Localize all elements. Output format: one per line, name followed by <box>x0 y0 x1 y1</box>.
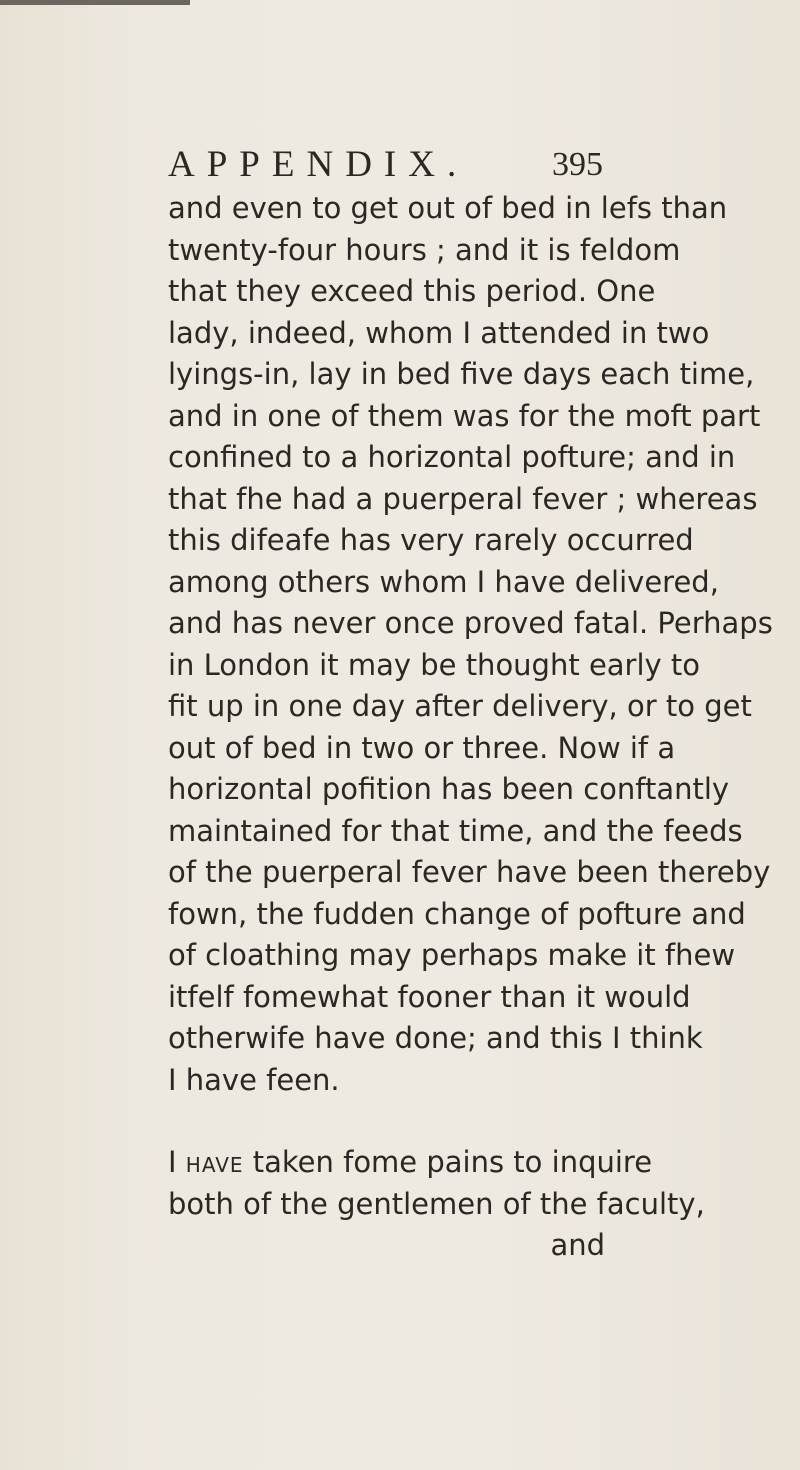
text-line: fown, the fudden change of pofture and <box>168 896 746 931</box>
text-line: of cloathing may perhaps make it fhew <box>168 938 736 972</box>
text-line: fit up in one day after delivery, or to get <box>168 689 752 723</box>
catchword: and <box>550 1228 605 1262</box>
text-line: among others whom I have delivered, <box>168 564 719 599</box>
small-caps-word: have <box>185 1145 244 1179</box>
text-line: and has never once proved fatal. Perhaps <box>168 606 773 640</box>
text-line: and even to get out of bed in lefs than <box>168 191 728 225</box>
text-line: twenty-four hours ; and it is feldom <box>168 232 681 267</box>
running-head: APPENDIX. <box>168 144 469 185</box>
text-line <box>168 1142 653 1184</box>
text-line: otherwife have done; and this I think <box>168 1021 703 1055</box>
text-line: and in one of them was for the moft part <box>168 398 761 433</box>
page-number: 395 <box>552 146 603 183</box>
paragraph-gap <box>168 1101 605 1142</box>
paragraph-2 <box>168 1142 705 1267</box>
text-line: confined to a horizontal pofture; and in <box>168 440 736 474</box>
text-line: of the puerperal fever have been thereby <box>168 855 771 889</box>
text-line: lyings-in, lay in bed five days each time, <box>168 357 755 391</box>
text-line: maintained for that time, and the feeds <box>168 813 743 848</box>
text-line: lady, indeed, whom I attended in two <box>168 315 710 350</box>
text-line: I have feen. <box>168 1062 340 1097</box>
text-line: this difeafe has very rarely occurred <box>168 523 694 557</box>
text-line: horizontal pofition has been conftantly <box>168 772 730 806</box>
page-header <box>168 145 603 185</box>
line-remainder: taken fome pains to inquire <box>243 1145 653 1179</box>
text-line: both of the gentlemen of the faculty, <box>168 1186 705 1221</box>
text-line: itfelf fomewhat fooner than it would <box>168 979 691 1014</box>
paragraph-1 <box>168 188 773 1101</box>
text-line: in London it may be thought early to <box>168 647 701 682</box>
text-line: that they exceed this period. One <box>168 274 656 308</box>
text-line: out of bed in two or three. Now if a <box>168 730 676 765</box>
body-text <box>168 188 773 1267</box>
top-edge-rule <box>0 0 190 5</box>
lead-initial: I <box>168 1145 186 1179</box>
text-line: that fhe had a puerperal fever ; whereas <box>168 481 758 516</box>
